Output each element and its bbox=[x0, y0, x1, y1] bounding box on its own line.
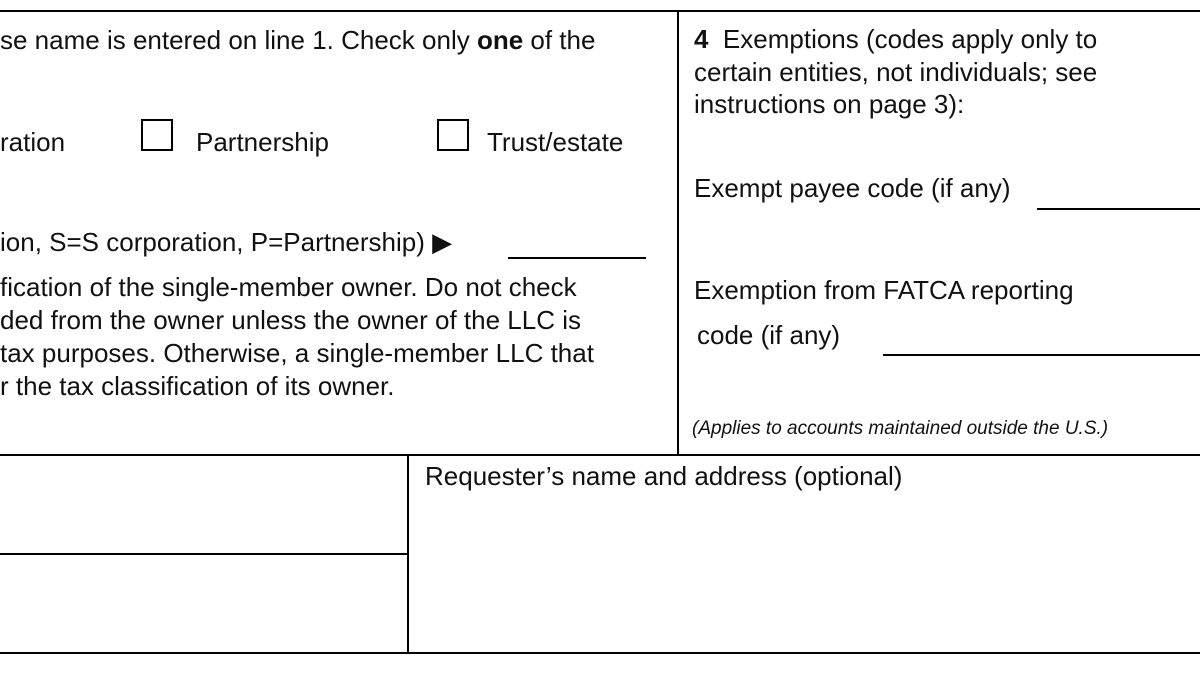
requester-input[interactable] bbox=[412, 495, 1196, 649]
partnership-checkbox[interactable] bbox=[141, 119, 173, 151]
exemptions-divider bbox=[677, 10, 679, 455]
address-divider bbox=[0, 553, 408, 555]
tax-classification-instructions bbox=[0, 25, 595, 55]
exemptions-title-line-2: certain entities, not individuals; see bbox=[694, 57, 1098, 87]
llc-note-line-2: ded from the owner unless the owner of the LLC is bbox=[0, 305, 581, 335]
top-border bbox=[0, 10, 1200, 12]
instructions-prefix: se name is entered on line 1. Check only bbox=[0, 25, 477, 55]
fatca-label-line-2: code (if any) bbox=[697, 320, 841, 350]
option-label-trust-estate: Trust/estate bbox=[487, 127, 624, 157]
requester-label: Requester’s name and address (optional) bbox=[425, 461, 903, 491]
exemptions-heading bbox=[694, 24, 1097, 54]
option-label-corporation: ration bbox=[0, 127, 66, 157]
exemptions-title-line-3: instructions on page 3): bbox=[694, 89, 965, 119]
llc-note-line-1: fication of the single-member owner. Do not check bbox=[0, 272, 577, 302]
llc-classification-label: ion, S=S corporation, P=Partnership) ▶ bbox=[0, 227, 453, 257]
llc-note-line-4: r the tax classification of its owner. bbox=[0, 371, 395, 401]
fatca-note: (Applies to accounts maintained outside the U.S.) bbox=[692, 418, 1109, 439]
exemptions-title-line-1: Exemptions (codes apply only to bbox=[722, 24, 1098, 54]
instructions-emphasis: one bbox=[476, 25, 524, 55]
instructions-suffix: of the bbox=[523, 25, 596, 55]
exempt-payee-label: Exempt payee code (if any) bbox=[694, 173, 1011, 203]
section-divider bbox=[0, 454, 1200, 456]
address-input[interactable] bbox=[4, 470, 406, 548]
llc-classification-input[interactable] bbox=[508, 237, 646, 259]
bottom-border bbox=[0, 652, 1200, 654]
option-label-partnership: Partnership bbox=[196, 127, 329, 157]
exempt-payee-input[interactable] bbox=[1037, 188, 1200, 210]
exemptions-number: 4 bbox=[694, 24, 709, 54]
llc-note-line-3: tax purposes. Otherwise, a single-member LLC that bbox=[0, 338, 594, 368]
fatca-code-input[interactable] bbox=[883, 334, 1200, 356]
trust-estate-checkbox[interactable] bbox=[437, 119, 469, 151]
city-state-zip-input[interactable] bbox=[4, 568, 406, 646]
fatca-label-line-1: Exemption from FATCA reporting bbox=[694, 275, 1074, 305]
